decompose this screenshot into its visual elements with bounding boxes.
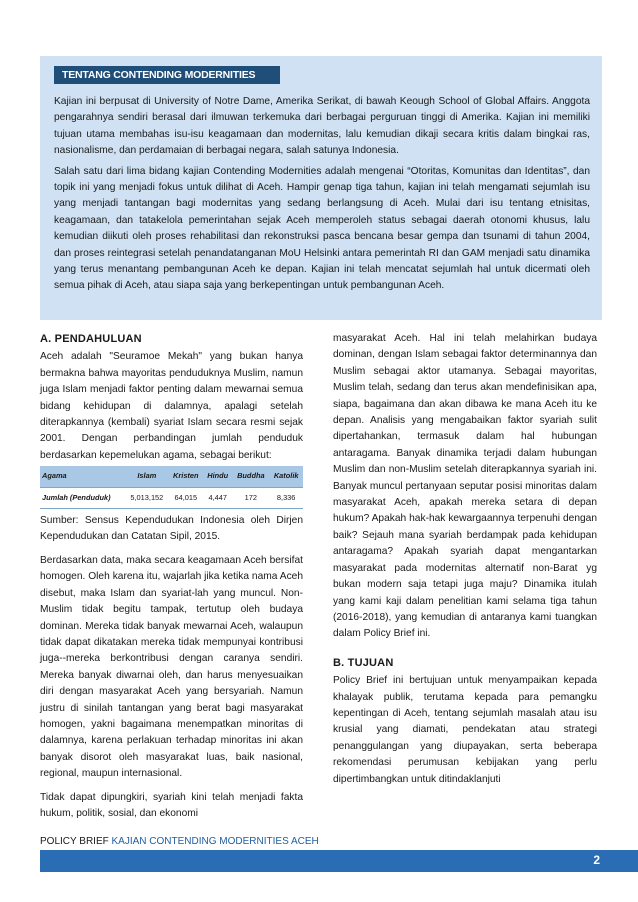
table-header: Kristen bbox=[168, 466, 203, 487]
table-header: Agama bbox=[40, 466, 125, 487]
section-heading-pendahuluan: A. PENDAHULUAN bbox=[40, 333, 142, 345]
about-box bbox=[40, 56, 602, 320]
table-header: Hindu bbox=[203, 466, 232, 487]
footer-label bbox=[40, 836, 319, 847]
table-cell: 8,336 bbox=[269, 487, 303, 508]
table-cell: Jumlah (Penduduk) bbox=[40, 487, 125, 508]
about-box-title: TENTANG CONTENDING MODERNITIES bbox=[54, 66, 280, 84]
body-paragraph: masyarakat Aceh. Hal ini telah melahirkan budaya dominan, dengan Islam sebagai faktor determinannya dan Muslim sebagai aktor utamanya. Sebagai mayoritas, Muslim telah, sedang dan terus akan mendefinisikan apa, siapa, bagaimana dan akan dibawa ke mana Aceh itu ke depan. Analisis yang mengabaikan faktor syariah sulit dipertahankan, termasuk dalam hal hubungan antaragama. Banyak dinamika terjadi dalam hubungan Muslim dan non-Muslim setelah diterapkannya syariah ini. Banyak muncul pertanyaan seputar posisi minoritas dalam masyarakat Aceh, apakah mereka setara di depan hukum? Apakah hak-hak kewargaannya terpenuhi dengan baik? Sejauh mana syariah berdampak pada kehidupan antaragama? Apakah syariah dapat mengantarkan masyarakat pada modernitas alternatif non-Barat yg bukan modern saja tetapi juga maju? Dinamika itulah yang kami kaji dalam penelitian kami selama tiga tahun (2016-2018), yang kemudian di antaranya kami tuangkan dalam Policy Brief ini. bbox=[333, 333, 597, 640]
footer-bar bbox=[40, 850, 638, 872]
page-number: 2 bbox=[593, 853, 600, 867]
about-paragraph: Kajian ini berpusat di University of Notre Dame, Amerika Serikat, di bawah Keough School of Global Affairs. Anggota pengarahnya sendiri berasal dari ilmuwan terkemuka dari berbagai perguruan tinggi di Amerika. Kajian ini memiliki tujuan utama membahas isu-isu keagamaan dan modernitas, lalu kemudian dikaji secara kritis dalam bingkai ras, nasionalisme, dan perdamaian di berbagai negara, salah satunya Indonesia. bbox=[54, 96, 590, 157]
table-cell: 4,447 bbox=[203, 487, 232, 508]
table-row bbox=[40, 487, 303, 508]
about-box-body bbox=[54, 94, 590, 299]
table-header: Katolik bbox=[269, 466, 303, 487]
body-paragraph: Berdasarkan data, maka secara keagamaan Aceh bersifat homogen. Oleh karena itu, wajarlah jika ketika nama Aceh disebut, maka Islam dan syariat-lah yang muncul. Non-Muslim tidak begitu tampak, tertutup oleh budaya dominan. Mereka tidak banyak mewarnai Aceh, walaupun tidak dapat dikatakan mereka tidak mempunyai kontribusi juga--mereka berkontribusi dengan caranya sendiri. Mereka banyak diwarnai oleh, dan harus menyesuaikan diri dengan masyarakat Aceh yang bersyariah. Namun justru di sinilah tantangan yang berat bagi masyarakat homogen, yakni bagaimana menempatkan minoritas di dalamnya, karena perlakuan terhadap minoritas ini akan banyak disorot oleh masyarakat luas, baik nasional, regional, maupun internasional. bbox=[40, 554, 303, 780]
table-header: Islam bbox=[125, 466, 168, 487]
footer-label-title: KAJIAN CONTENDING MODERNITIES ACEH bbox=[111, 836, 319, 847]
right-column bbox=[333, 331, 597, 795]
table-cell: 64,015 bbox=[168, 487, 203, 508]
section-heading-tujuan: B. TUJUAN bbox=[333, 656, 394, 669]
table-cell: 172 bbox=[232, 487, 269, 508]
intro-paragraph: Aceh adalah "Seuramoe Mekah" yang bukan hanya bermakna bahwa mayoritas penduduknya Muslim, namun juga Islam menjadi faktor penting dalam mewarnai semua bidang kehidupan di dalamnya, apalagi setelah diterapkannya (kembali) syariat Islam secara resmi sejak 2001. Dengan perbandingan jumlah penduduk berdasarkan kepemelukan agama, sebagai berikut: bbox=[40, 351, 303, 461]
table-header-row bbox=[40, 466, 303, 487]
body-paragraph: Tidak dapat dipungkiri, syariah kini telah menjadi fakta hukum, politik, sosial, dan ekonomi bbox=[40, 791, 303, 819]
footer-label-prefix: POLICY BRIEF bbox=[40, 836, 109, 847]
table-source: Sumber: Sensus Kependudukan Indonesia oleh Dirjen Kependudukan dan Catatan Sipil, 2015. bbox=[40, 515, 303, 543]
left-column bbox=[40, 331, 303, 829]
table-header: Buddha bbox=[232, 466, 269, 487]
population-table bbox=[40, 466, 303, 509]
table-cell: 5,013,152 bbox=[125, 487, 168, 508]
about-paragraph: Salah satu dari lima bidang kajian Contending Modernities adalah mengenai “Otoritas, Komunitas dan Identitas”, dan topik ini yang menjadi fokus untuk dilihat di Aceh. Hampir genap tiga tahun, kajian ini telah mengamati sejumlah isu yang menjadi tantangan bagi modernitas yang sedang berlangsung di Aceh. Mulai dari isu tentang etnisitas, keagamaan, dan tatakelola pemerintahan sejak Aceh memperoleh status sebagai daerah otonomi khusus, lalu kemudian diikuti oleh proses rehabilitasi dan rekonstruksi pasca bencana besar gempa dan tsunami di tahun 2004, dan proses reintegrasi setelah penandatanganan MoU Helsinki antara pemerintah RI dan GAM menjadi satu dinamika yang terus menantang pembangunan Aceh ke depan. Kajian ini telah mencatat sejumlah hal untuk dicermati oleh semua pihak di Aceh, atau siapa saja yang berkepentingan untuk pembangunan Aceh. bbox=[54, 165, 590, 292]
body-paragraph: Policy Brief ini bertujuan untuk menyampaikan kepada khalayak publik, terutama kepada para pemangku kepentingan di Aceh, tentang sejumlah masalah atau isu krusial yang diamati, pendekatan atau strategi penanggulangan yang diupayakan, serta beberapa rekomendasi perumusan kebijakan yang perlu dipertimbangkan untuk ditindaklanjuti bbox=[333, 675, 597, 785]
